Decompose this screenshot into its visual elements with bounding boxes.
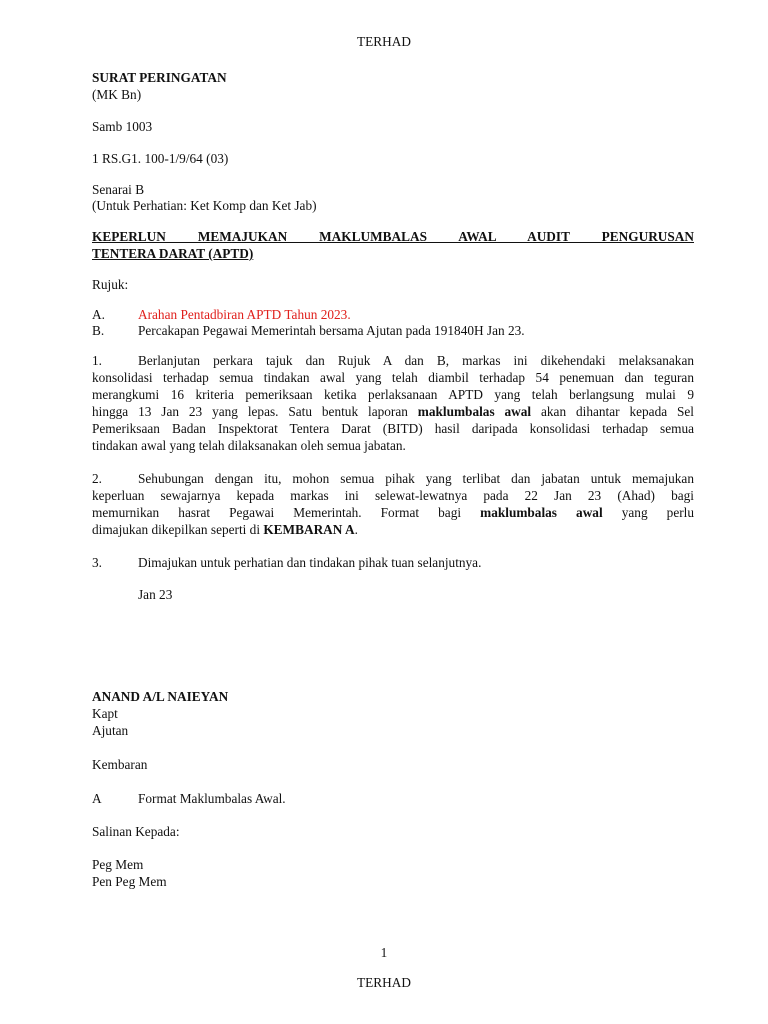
copy-recipient: Pen Peg Mem (92, 874, 167, 889)
attachments-label: Kembaran (92, 757, 148, 772)
paragraph-1-line-4c: akan dihantar kepada Sel (531, 404, 694, 419)
phone-extension: Samb 1003 (92, 119, 153, 134)
paragraph-2-line-4c: . (354, 522, 358, 537)
unit-name: (MK Bn) (92, 87, 142, 102)
paragraph-2-line-3a: memurnikan hasrat Pegawai Memerintah. Format bagi (92, 505, 481, 520)
paragraph-2-emphasis: maklumbalas awal (480, 505, 603, 520)
signatory-position: Ajutan (92, 723, 129, 738)
letter-title: SURAT PERINGATAN (92, 70, 227, 85)
paragraph-2-number: 2. (92, 471, 102, 486)
subject-line-1: KEPERLUN MEMAJUKAN MAKLUMBALAS AWAL AUDIT PENGURUSAN (92, 229, 694, 244)
header-classification: TERHAD (357, 34, 411, 49)
reference-b-text: Percakapan Pegawai Memerintah bersama Ajutan pada 191840H Jan 23. (138, 323, 525, 338)
paragraph-1-line-5: Pemeriksaan Badan Inspektorat Tentera Darat (BITD) hasil daripada konsolidasi terhadap semua (92, 421, 694, 436)
subject-line-2: TENTERA DARAT (APTD) (92, 246, 254, 261)
letter-date: Jan 23 (138, 587, 173, 602)
paragraph-2 (92, 470, 694, 538)
paragraph-1-line-2: konsolidasi terhadap semua tindakan awal yang telah diambil terhadap 54 penemuan dan teguran (92, 370, 694, 385)
kembaran-a-reference: KEMBARAN A (263, 522, 355, 537)
reference-a-text: Arahan Pentadbiran APTD Tahun 2023. (138, 307, 351, 322)
distribution-list: Senarai B (92, 182, 145, 197)
copy-recipient: Peg Mem (92, 857, 144, 872)
paragraph-1-line-1: Berlanjutan perkara tajuk dan Rujuk A dan B, markas ini dikehendaki melaksanakan (138, 353, 694, 368)
attachment-a-text: Format Maklumbalas Awal. (138, 791, 286, 806)
page-number: 1 (380, 945, 388, 960)
paragraph-2-line-3c: yang perlu (602, 505, 694, 520)
subject-heading (92, 228, 694, 262)
reference-number: 1 RS.G1. 100-1/9/64 (03) (92, 151, 229, 166)
references-label: Rujuk: (92, 277, 129, 292)
footer-classification: TERHAD (357, 975, 411, 990)
paragraph-3-number: 3. (92, 555, 102, 570)
paragraph-1-line-3: merangkumi 16 kriteria pemeriksaan ketika perlaksanaan APTD yang telah berlangsung mulai 9 (92, 387, 694, 402)
paragraph-1-emphasis: maklumbalas awal (417, 404, 532, 419)
paragraph-1 (92, 352, 694, 454)
signatory-name: ANAND A/L NAIEYAN (92, 689, 229, 704)
paragraph-2-line-1: Sehubungan dengan itu, mohon semua pihak yang terlibat dan jabatan untuk memajukan (138, 471, 694, 486)
copies-label: Salinan Kepada: (92, 824, 180, 839)
attention-line: (Untuk Perhatian: Ket Komp dan Ket Jab) (92, 198, 317, 213)
paragraph-3-text: Dimajukan untuk perhatian dan tindakan pihak tuan selanjutnya. (138, 555, 482, 570)
attachment-a-label: A (92, 791, 102, 806)
reference-a-label: A. (92, 307, 105, 322)
signatory-rank: Kapt (92, 706, 118, 721)
paragraph-1-line-4a: hingga 13 Jan 23 yang lepas. Satu bentuk laporan (92, 404, 418, 419)
paragraph-2-line-2: keperluan sewajarnya kepada markas ini selewat-lewatnya pada 22 Jan 23 (Ahad) bagi (92, 488, 694, 503)
paragraph-1-number: 1. (92, 353, 102, 368)
paragraph-1-line-6: tindakan awal yang telah dilaksanakan oleh semua jabatan. (92, 438, 406, 453)
reference-b-label: B. (92, 323, 105, 338)
paragraph-2-line-4a: dimajukan dikepilkan seperti di (92, 522, 264, 537)
